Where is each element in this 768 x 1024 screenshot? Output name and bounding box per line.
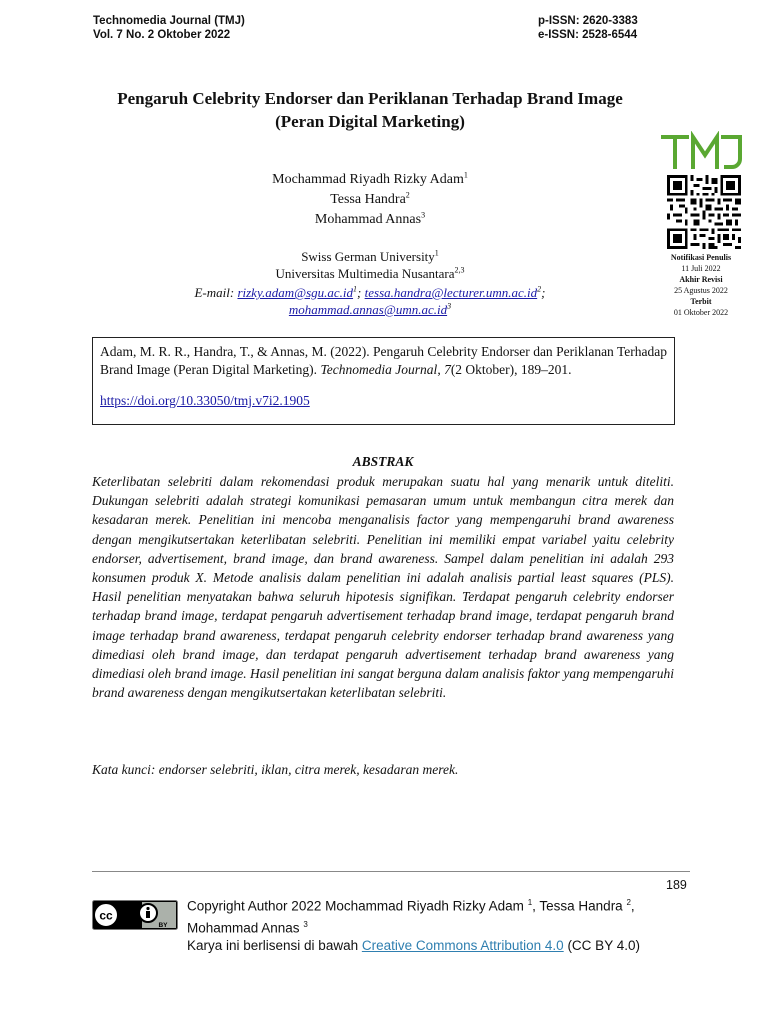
- copyright-line-2: Mohammad Annas $^3$: [187, 919, 308, 935]
- cc-label: cc: [99, 908, 113, 923]
- citation-text: Adam, M. R. R., Handra, T., & Annas, M. (2022). Pengaruh Celebrity Endorser dan Periklanan Terhadap Brand Image (Peran Digital Marketing).: [100, 344, 667, 377]
- tmj-logo: [660, 131, 744, 171]
- title-line-2: (Peran Digital Marketing): [275, 112, 465, 131]
- journal-header-right: [538, 14, 638, 42]
- affiliation-list: [180, 248, 560, 282]
- doi-link[interactable]: https://doi.org/10.33050/tmj.v7i2.1905: [100, 393, 310, 408]
- page-number: 189: [666, 878, 687, 892]
- citation-journal: Technomedia Journal: [320, 362, 438, 377]
- paper-title: [80, 87, 660, 133]
- email-link-3[interactable]: mohammad.annas@umn.ac.id: [288, 302, 448, 317]
- email-line-1: E-mail: $rizky.adam@sgu.ac.id^1$; $tessa.handra@lecturer.umn.ac.id^2$;: [194, 284, 546, 300]
- title-line-1: Pengaruh Celebrity Endorser dan Periklanan Terhadap Brand Image: [117, 89, 623, 108]
- author-2: Tessa Handra$^2$: [330, 190, 410, 207]
- journal-name: Technomedia Journal (TMJ): [93, 15, 245, 27]
- abstract-body: Keterlibatan selebriti dalam rekomendasi produk merupakan suatu hal yang menarik untuk diteliti. Dukungan selebriti adalah strategi komunikasi pemasaran umum untuk membangun citra merek dan kesadaran merek. Penelitian ini mencoba menganalisis factor yang mempengaruhi brand awareness dengan mengikutsertakan keterlibatan selebriti. Penelitian ini memiliki empat variabel yaitu celebrity endorser, advertisement, brand image, dan brand awareness. Sampel dalam penelitian ini adalah 293 konsumen produk X. Metode analisis dalam penelitian ini adalah analisis partial least squares (PLS). Hasil penelitian menyatakan bahwa seluruh hipotesis signifikan. Terdapat pengaruh celebrity endorser terhadap brand image, terdapat pengaruh advertisement terhadap brand image, terdapat pengaruh brand image terhadap brand awareness, terdapat pengaruh celebrity endorser terhadap brand awareness yang dimediasi oleh brand image, dan terdapat pengaruh advertisement terhadap brand awareness yang dimediasi oleh brand image. Hasil penelitian ini sangat berguna dalam analisis faktor yang mempengaruhi brand awareness dengan mengikutsertakan keterlibatan selebriti.: [92, 474, 674, 701]
- notification-date: 11 Juli 2022: [681, 264, 721, 273]
- qr-code-icon: [667, 175, 741, 249]
- license-link[interactable]: Creative Commons Attribution 4.0: [361, 938, 564, 953]
- email-line-2: $mohammad.annas@umn.ac.id^3$: [288, 301, 452, 317]
- journal-volume: Vol. 7 No. 2 Oktober 2022: [93, 29, 231, 41]
- copyright-notice: [187, 894, 687, 955]
- cc-by-license-icon[interactable]: [92, 900, 178, 930]
- keywords: Kata kunci: endorser selebriti, iklan, citra merek, kesadaran merek.: [92, 762, 459, 777]
- journal-header-left: [93, 14, 245, 42]
- eissn: e-ISSN: 2528-6544: [538, 29, 638, 41]
- email-block: [120, 284, 620, 318]
- affiliation-2: Universitas Multimedia Nusantara$^{2,3}$: [275, 265, 465, 281]
- publication-dates: [650, 252, 752, 318]
- author-3: Mohammad Annas$^3$: [314, 210, 426, 227]
- author-1: Mochammad Riyadh Rizky Adam$^1$: [272, 170, 468, 187]
- footer-divider: [92, 871, 690, 872]
- email-label: E-mail:: [194, 285, 235, 300]
- author-list: [180, 170, 560, 230]
- abstract-heading: ABSTRAK: [352, 454, 414, 469]
- affiliation-1: Swiss German University$^1$: [301, 248, 439, 264]
- citation-volume: 7: [444, 362, 451, 377]
- citation-box: Adam, M. R. R., Handra, T., & Annas, M. (2022). Pengaruh Celebrity Endorser dan Periklanan Terhadap Brand Image (Peran Digital Marketing). Technomedia Journal, 7(2 Oktober), 189–201. https://doi.org/10.33050/tmj.v7i2.1905: [92, 337, 675, 425]
- citation-issue-pages: (2 Oktober), 189–201.: [450, 362, 572, 377]
- revision-date: 25 Agustus 2022: [674, 286, 728, 295]
- by-label: BY: [158, 922, 168, 929]
- published-date: 01 Oktober 2022: [673, 308, 729, 317]
- email-link-2[interactable]: tessa.handra@lecturer.umn.ac.id: [364, 285, 538, 300]
- revision-label: Akhir Revisi: [679, 275, 723, 284]
- email-link-1[interactable]: rizky.adam@sgu.ac.id: [237, 285, 354, 300]
- copyright-line-1: Copyright Author 2022 Mochammad Riyadh Rizky Adam $^1$, Tessa Handra $^2$,: [187, 898, 635, 914]
- pissn: p-ISSN: 2620-3383: [538, 15, 638, 27]
- notification-label: Notifikasi Penulis: [670, 253, 732, 262]
- license-line: Karya ini berlisensi di bawah Creative Commons Attribution 4.0 (CC BY 4.0): [187, 938, 640, 953]
- published-label: Terbit: [690, 297, 712, 306]
